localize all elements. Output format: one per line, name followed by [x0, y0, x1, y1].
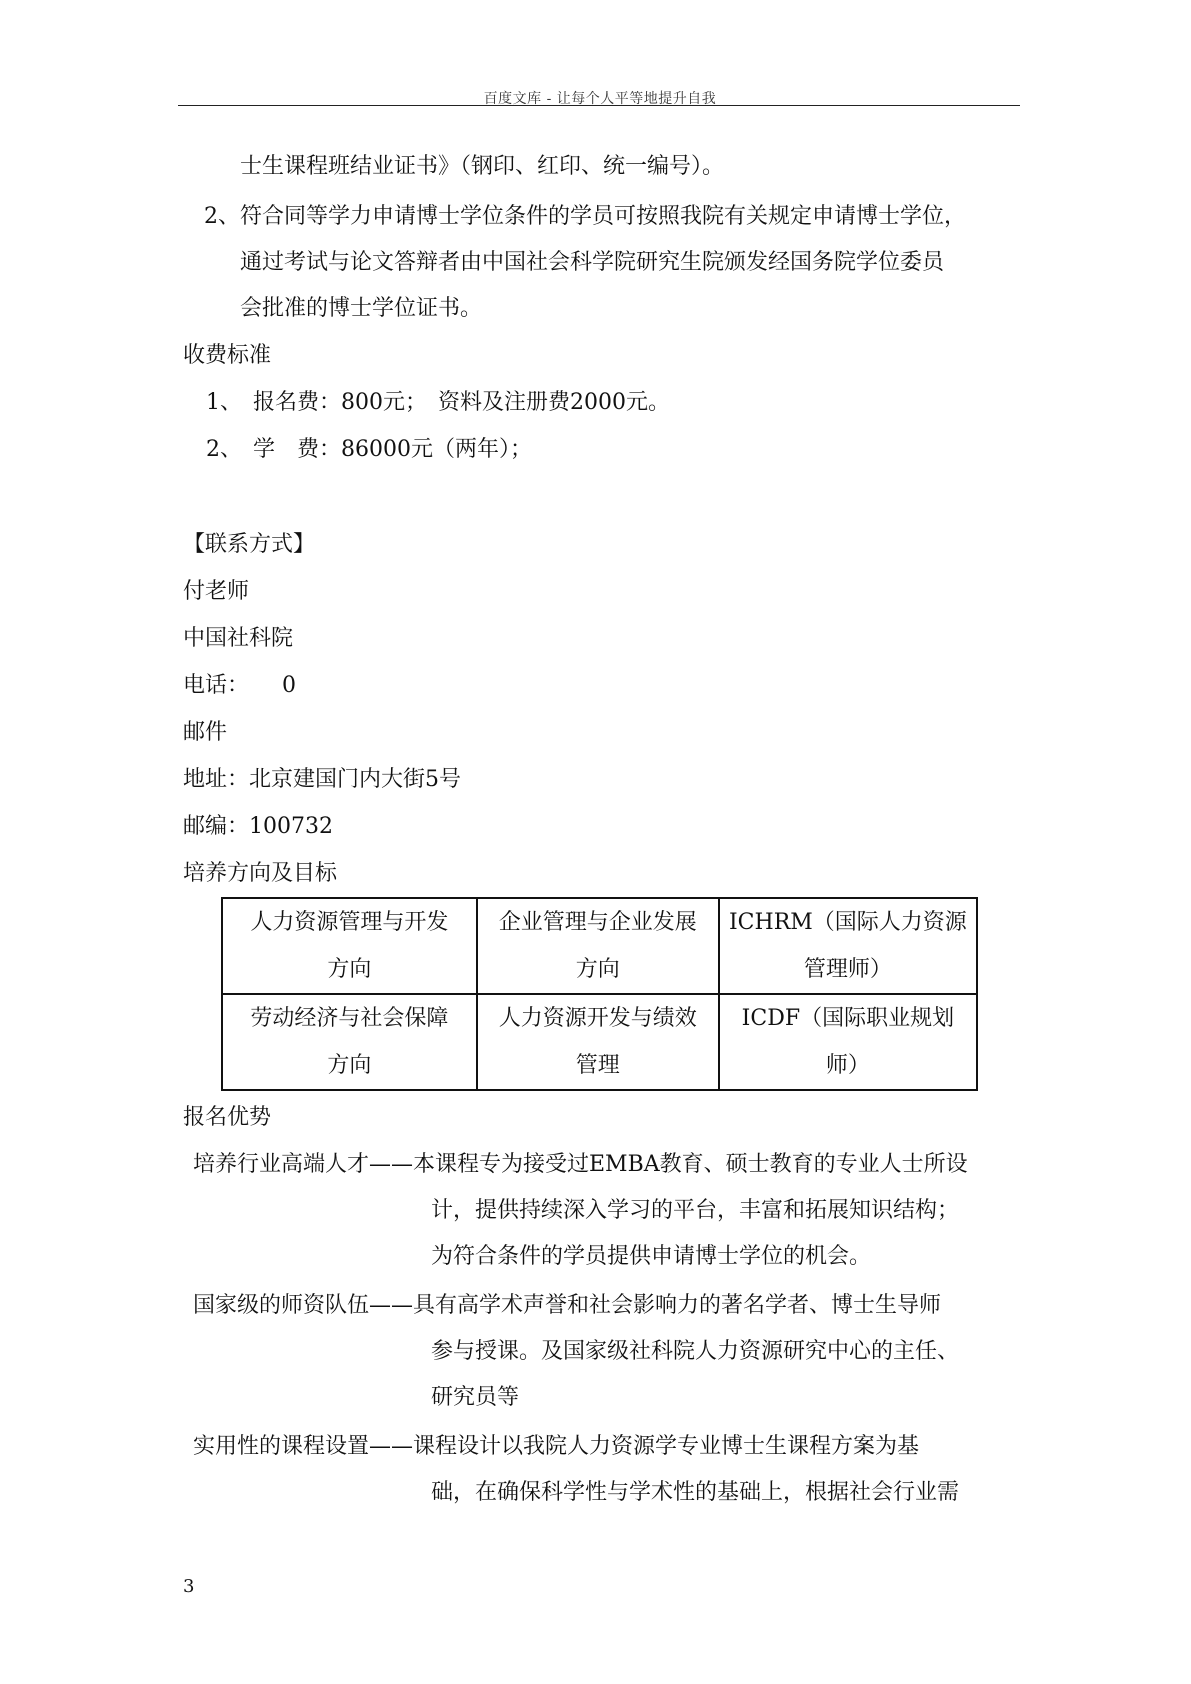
contact-phone: 电话： 0 — [183, 673, 296, 698]
advantage-heading: 报名优势 — [183, 1105, 272, 1130]
running-header: 百度文库 - 让每个人平等地提升自我 — [483, 91, 717, 107]
fees-heading: 收费标准 — [183, 343, 272, 368]
table-cell: ICDF（国际职业规划 师） — [719, 994, 977, 1090]
item-2-line-1: 2、符合同等学力申请博士学位条件的学员可按照我院有关规定申请博士学位， — [204, 204, 966, 229]
table-cell: ICHRM（国际人力资源 管理师） — [719, 898, 977, 994]
advantage-3-line-2: 础，在确保科学性与学术性的基础上，根据社会行业需 — [431, 1480, 960, 1505]
page-number: 3 — [183, 1576, 195, 1597]
advantage-1-line-3: 为符合条件的学员提供申请博士学位的机会。 — [431, 1244, 872, 1269]
table-cell: 人力资源管理与开发 方向 — [222, 898, 477, 994]
contact-org: 中国社科院 — [183, 626, 294, 651]
advantage-1-line-2: 计，提供持续深入学习的平台，丰富和拓展知识结构； — [431, 1198, 960, 1223]
fee-item-1: 1、 报名费：800元； 资料及注册费2000元。 — [206, 390, 670, 415]
direction-table — [221, 897, 978, 1091]
advantage-2-line-3: 研究员等 — [431, 1385, 520, 1410]
contact-mail: 邮件 — [183, 720, 228, 745]
table-cell: 劳动经济与社会保障 方向 — [222, 994, 477, 1090]
contact-heading: 【联系方式】 — [183, 532, 316, 557]
certificate-text: 士生课程班结业证书》（钢印、红印、统一编号）。 — [240, 154, 725, 179]
advantage-2-line-1: 国家级的师资队伍——具有高学术声誉和社会影响力的著名学者、博士生导师 — [193, 1293, 942, 1318]
advantage-2-line-2: 参与授课。及国家级社科院人力资源研究中心的主任、 — [431, 1339, 960, 1364]
contact-postcode: 邮编：100732 — [183, 814, 333, 839]
table-cell: 人力资源开发与绩效 管理 — [477, 994, 719, 1090]
table-cell: 企业管理与企业发展 方向 — [477, 898, 719, 994]
advantage-1-line-1: 培养行业高端人才——本课程专为接受过EMBA教育、硕士教育的专业人士所设 — [193, 1152, 968, 1177]
contact-teacher: 付老师 — [183, 579, 250, 604]
fee-item-2: 2、 学 费：86000元（两年）； — [206, 437, 532, 462]
advantage-3-line-1: 实用性的课程设置——课程设计以我院人力资源学专业博士生课程方案为基 — [193, 1434, 920, 1459]
table-row — [222, 994, 977, 1090]
item-2-line-2: 通过考试与论文答辩者由中国社会科学院研究生院颁发经国务院学位委员 — [240, 250, 945, 275]
item-2-line-3: 会批准的博士学位证书。 — [240, 296, 483, 321]
contact-address: 地址：北京建国门内大街5号 — [183, 767, 461, 792]
direction-heading: 培养方向及目标 — [183, 861, 338, 886]
table-row — [222, 898, 977, 994]
header-divider — [178, 105, 1020, 106]
